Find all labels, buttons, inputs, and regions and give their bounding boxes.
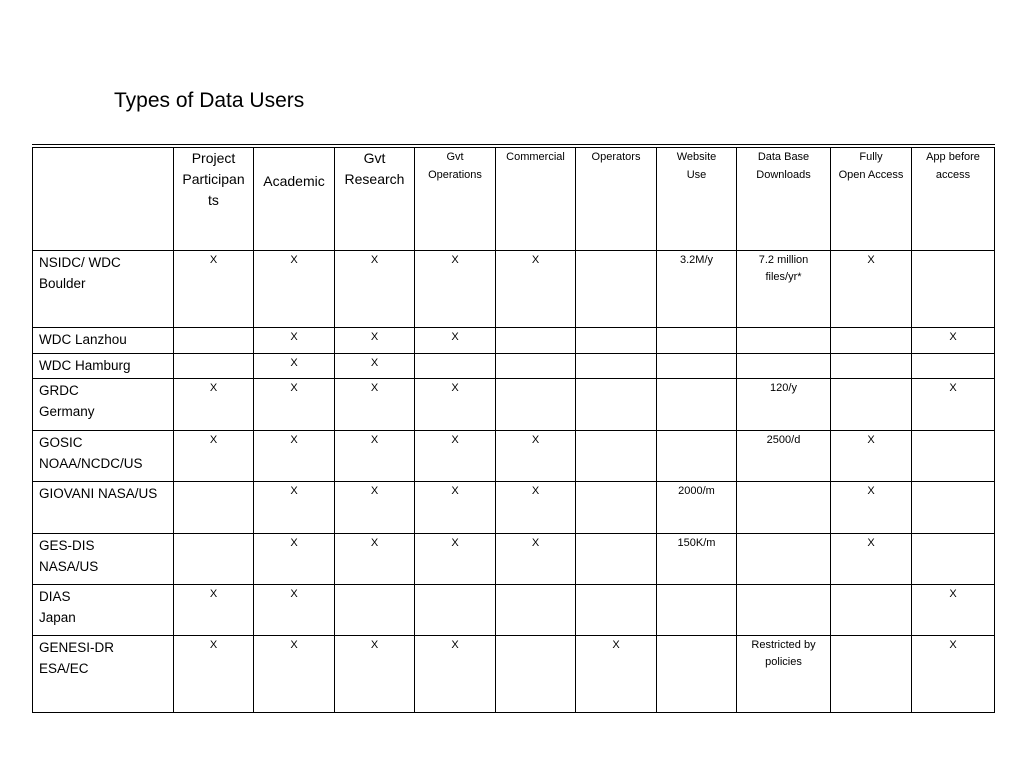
table-row — [33, 482, 995, 534]
table-cell — [737, 585, 831, 636]
header-line: Fully — [859, 151, 883, 163]
header-corner — [33, 146, 174, 251]
table-cell — [912, 354, 995, 379]
table-cell: X — [496, 251, 576, 328]
table-cell — [415, 585, 496, 636]
table-cell: 2500/d — [737, 431, 831, 482]
table-cell — [174, 328, 254, 354]
header-line: Project — [191, 150, 236, 166]
table-cell: X — [174, 251, 254, 328]
table-cell — [912, 534, 995, 585]
header-line: Downloads — [756, 169, 811, 181]
row-name-line: GES-DIS — [39, 538, 95, 553]
table-cell — [576, 482, 657, 534]
header-line: access — [935, 169, 971, 181]
header-line: Operations — [428, 169, 482, 181]
row-name-cell — [33, 431, 174, 482]
row-name-line: Germany — [39, 404, 95, 419]
row-name-line: GENESI-DR — [39, 640, 115, 655]
table-row — [33, 585, 995, 636]
table-cell: X — [496, 431, 576, 482]
table-cell: X — [912, 328, 995, 354]
table-cell: X — [415, 379, 496, 431]
header-line: Website — [676, 151, 717, 163]
table-cell: X — [496, 482, 576, 534]
table-row — [33, 431, 995, 482]
table-cell: X — [335, 251, 415, 328]
table-cell — [831, 354, 912, 379]
table-cell — [737, 482, 831, 534]
table-cell: X — [254, 379, 335, 431]
table-cell: X — [415, 534, 496, 585]
table-cell — [576, 354, 657, 379]
header-line: ts — [208, 192, 219, 208]
row-name-cell — [33, 251, 174, 328]
header-line: App before — [926, 151, 980, 163]
table-cell: 2000/m — [657, 482, 737, 534]
table-cell — [576, 534, 657, 585]
table-cell: 150K/m — [657, 534, 737, 585]
table-cell — [657, 379, 737, 431]
table-cell: X — [496, 534, 576, 585]
table-cell — [657, 328, 737, 354]
row-name-line: NOAA/NCDC/US — [39, 456, 143, 471]
table-cell: X — [254, 636, 335, 713]
row-name-line: ESA/EC — [39, 661, 89, 676]
table-cell — [174, 534, 254, 585]
header-line: Research — [344, 171, 405, 187]
header-academic — [254, 146, 335, 251]
table-cell: X — [335, 354, 415, 379]
table-cell — [912, 431, 995, 482]
table-cell: X — [335, 636, 415, 713]
header-line: Academic — [263, 173, 325, 189]
table-cell: X — [831, 482, 912, 534]
table-cell — [496, 636, 576, 713]
table-cell: 3.2M/y — [657, 251, 737, 328]
row-name-line: WDC Lanzhou — [39, 332, 127, 347]
table-cell: X — [912, 636, 995, 713]
table-cell: X — [415, 328, 496, 354]
header-line: Open Access — [838, 169, 904, 181]
table-cell: X — [254, 534, 335, 585]
header-app-before-access — [912, 146, 995, 251]
header-project-participants — [174, 146, 254, 251]
table-cell: X — [415, 636, 496, 713]
table-cell — [415, 354, 496, 379]
table-cell: X — [415, 251, 496, 328]
table-cell — [912, 482, 995, 534]
table-cell: X — [254, 585, 335, 636]
row-name-line: GOSIC — [39, 435, 83, 450]
row-name-line: GRDC — [39, 383, 79, 398]
row-name-line: NASA/US — [39, 559, 99, 574]
row-name-cell — [33, 379, 174, 431]
table-cell — [496, 328, 576, 354]
header-line: Participan — [182, 171, 245, 187]
table-cell — [831, 636, 912, 713]
table-cell: X — [335, 534, 415, 585]
table-cell: X — [174, 379, 254, 431]
table-cell: 7.2 million files/yr* — [737, 251, 831, 328]
table-cell: X — [335, 482, 415, 534]
row-name-cell — [33, 636, 174, 713]
table-cell — [737, 534, 831, 585]
table-row — [33, 636, 995, 713]
header-gvt-operations — [415, 146, 496, 251]
table-row — [33, 354, 995, 379]
row-name-line: DIAS — [39, 589, 71, 604]
row-name-line: Japan — [39, 610, 76, 625]
header-line: Data Base — [757, 151, 810, 163]
data-users-table — [32, 144, 995, 713]
table-cell — [576, 251, 657, 328]
table-row — [33, 328, 995, 354]
table-cell: X — [576, 636, 657, 713]
table-cell: X — [912, 379, 995, 431]
row-name-line: NSIDC/ WDC — [39, 255, 121, 270]
table-cell: X — [254, 328, 335, 354]
header-fully-open-access — [831, 146, 912, 251]
table-cell — [831, 585, 912, 636]
table-cell: X — [831, 534, 912, 585]
table-cell — [576, 585, 657, 636]
table-row — [33, 251, 995, 328]
table-cell — [657, 431, 737, 482]
table-cell: Restricted by policies — [737, 636, 831, 713]
table-cell — [174, 482, 254, 534]
table-cell: X — [174, 431, 254, 482]
table-cell — [496, 379, 576, 431]
row-name-line: Boulder — [39, 276, 86, 291]
header-operators — [576, 146, 657, 251]
table-cell: X — [912, 585, 995, 636]
table-cell: X — [254, 431, 335, 482]
table-cell — [657, 585, 737, 636]
header-line: Operators — [591, 151, 641, 163]
table-cell — [174, 354, 254, 379]
row-name-line: WDC Hamburg — [39, 358, 131, 373]
table-cell — [657, 354, 737, 379]
table-cell: X — [335, 431, 415, 482]
header-database-downloads — [737, 146, 831, 251]
table-cell — [496, 585, 576, 636]
table-cell: X — [831, 251, 912, 328]
table-cell — [657, 636, 737, 713]
header-line: Gvt — [363, 150, 386, 166]
header-gvt-research — [335, 146, 415, 251]
table-cell: X — [335, 379, 415, 431]
table-cell: X — [174, 585, 254, 636]
header-website-use — [657, 146, 737, 251]
table-cell: X — [415, 482, 496, 534]
table-cell — [737, 328, 831, 354]
table-cell — [576, 431, 657, 482]
table-body — [33, 251, 995, 713]
table-row — [33, 534, 995, 585]
header-row — [33, 146, 995, 251]
table-cell — [335, 585, 415, 636]
header-line: Commercial — [506, 151, 565, 163]
row-name-cell — [33, 482, 174, 534]
table-cell: X — [335, 328, 415, 354]
header-commercial — [496, 146, 576, 251]
slide-title: Types of Data Users — [114, 89, 305, 112]
table-row — [33, 379, 995, 431]
table-cell — [576, 328, 657, 354]
row-name-cell — [33, 354, 174, 379]
table-cell — [831, 379, 912, 431]
table-cell — [912, 251, 995, 328]
header-line: Use — [686, 169, 707, 181]
row-name-cell — [33, 328, 174, 354]
table-cell: X — [254, 354, 335, 379]
table-cell — [576, 379, 657, 431]
row-name-cell — [33, 534, 174, 585]
row-name-line: GIOVANI NASA/US — [39, 486, 158, 501]
table-cell — [737, 354, 831, 379]
table-cell: X — [254, 251, 335, 328]
table-cell: X — [174, 636, 254, 713]
table-cell: X — [254, 482, 335, 534]
table-cell: X — [415, 431, 496, 482]
table-cell — [831, 328, 912, 354]
row-name-cell — [33, 585, 174, 636]
table-cell: X — [831, 431, 912, 482]
header-line: Gvt — [446, 151, 464, 163]
table-cell: 120/y — [737, 379, 831, 431]
table-cell — [496, 354, 576, 379]
